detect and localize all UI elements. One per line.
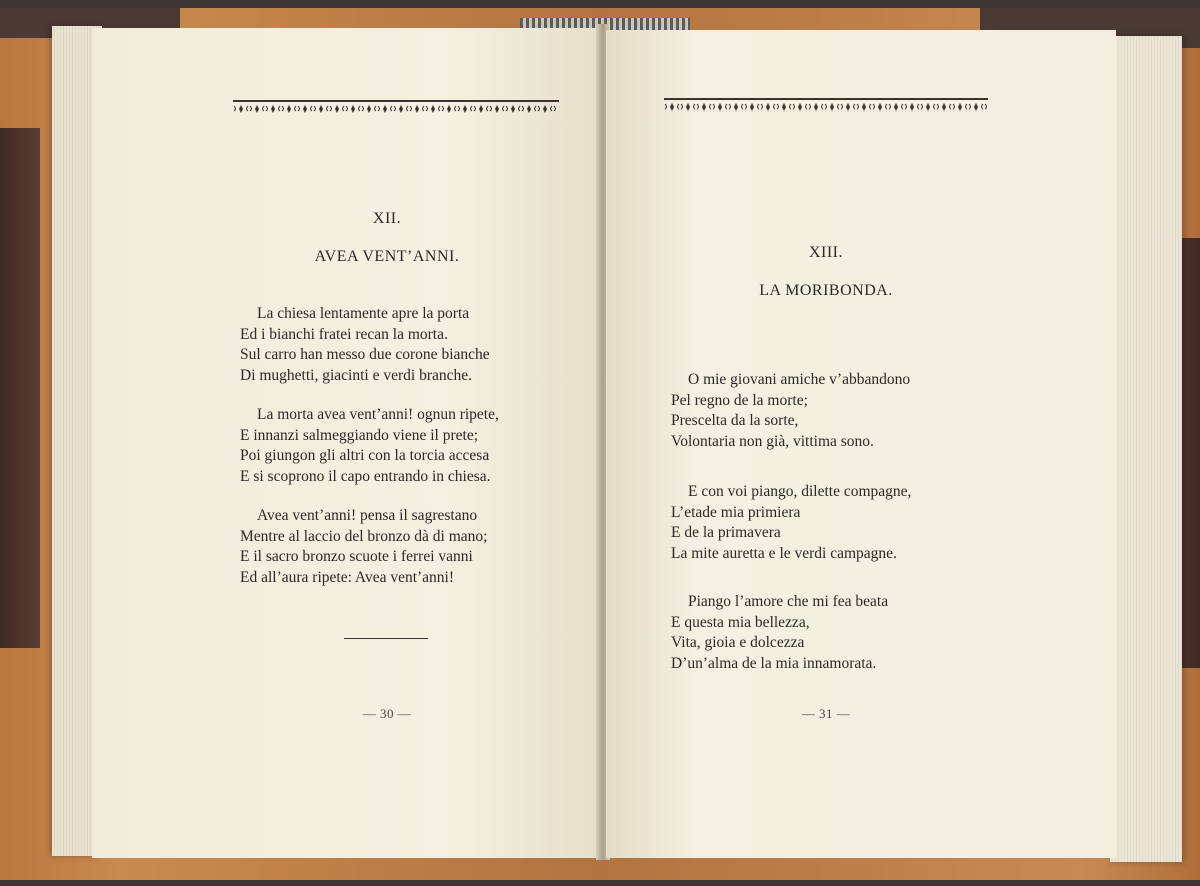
verse-line: E questa mia bellezza, — [671, 613, 810, 631]
poem-title: LA MORIBONDA. — [759, 282, 893, 299]
stanza — [240, 304, 490, 386]
verse-line: Volontaria non già, vittima sono. — [671, 432, 874, 450]
verse-line: Pel regno de la morte; — [671, 391, 808, 409]
poem-title: AVEA VENT’ANNI. — [314, 248, 460, 265]
end-rule — [344, 638, 428, 639]
stanza — [240, 405, 499, 487]
page-number: — 31 — — [801, 706, 851, 721]
ornament-border — [233, 100, 559, 116]
stanza — [671, 592, 888, 674]
verse-line: Prescelta da la sorte, — [671, 412, 799, 429]
verse-line: Sul carro han messo due corone bianche — [240, 346, 490, 363]
verse-line: D’un’alma de la mia innamorata. — [671, 654, 877, 672]
cover-leather-left — [0, 128, 40, 648]
poem-numeral: XII. — [372, 210, 402, 227]
verse-line: Piango l’amore che mi fea beata — [688, 593, 889, 610]
left-page — [92, 28, 598, 858]
page-number: — 30 — — [362, 706, 412, 721]
poem-numeral: XIII. — [808, 244, 844, 261]
verse-line: Vita, gioia e dolcezza — [671, 634, 805, 651]
verse-line: La morta avea vent’anni! ognun ripete, — [257, 406, 499, 423]
verse-line: E de la primavera — [671, 524, 781, 541]
verse-line: E innanzi salmeggiando viene il prete; — [240, 426, 479, 444]
verse-line: E si scoprono il capo entrando in chiesa. — [240, 467, 491, 485]
ornament-icon — [233, 103, 559, 115]
verse-line: Ed i bianchi fratei recan la morta. — [240, 325, 448, 343]
verse-line: E il sacro bronzo scuote i ferrei vanni — [240, 548, 473, 565]
verse-line: La mite auretta e le verdi campagne. — [671, 544, 897, 562]
verse-line: O mie giovani amiche v’abbandono — [688, 371, 911, 388]
verse-line: Ed all’aura ripete: Avea vent’anni! — [240, 568, 455, 586]
stanza — [671, 482, 911, 564]
stanza — [240, 506, 487, 588]
stanza — [671, 370, 910, 452]
verse-line: Mentre al laccio del bronzo dà di mano; — [240, 527, 488, 545]
verse-line: E con voi piango, dilette compagne, — [688, 483, 912, 500]
right-page — [606, 30, 1116, 858]
verse-line: Poi giungon gli altri con la torcia accesa — [240, 447, 490, 464]
verse-line: Di mughetti, giacinti e verdi branche. — [240, 366, 472, 384]
verse-line: L’etade mia primiera — [671, 503, 801, 521]
page-edges-right — [1110, 36, 1182, 862]
ornament-icon — [664, 101, 988, 113]
verse-line: Avea vent’anni! pensa il sagrestano — [257, 507, 478, 524]
ornament-border — [664, 98, 988, 114]
verse-line: La chiesa lentamente apre la porta — [257, 305, 470, 322]
